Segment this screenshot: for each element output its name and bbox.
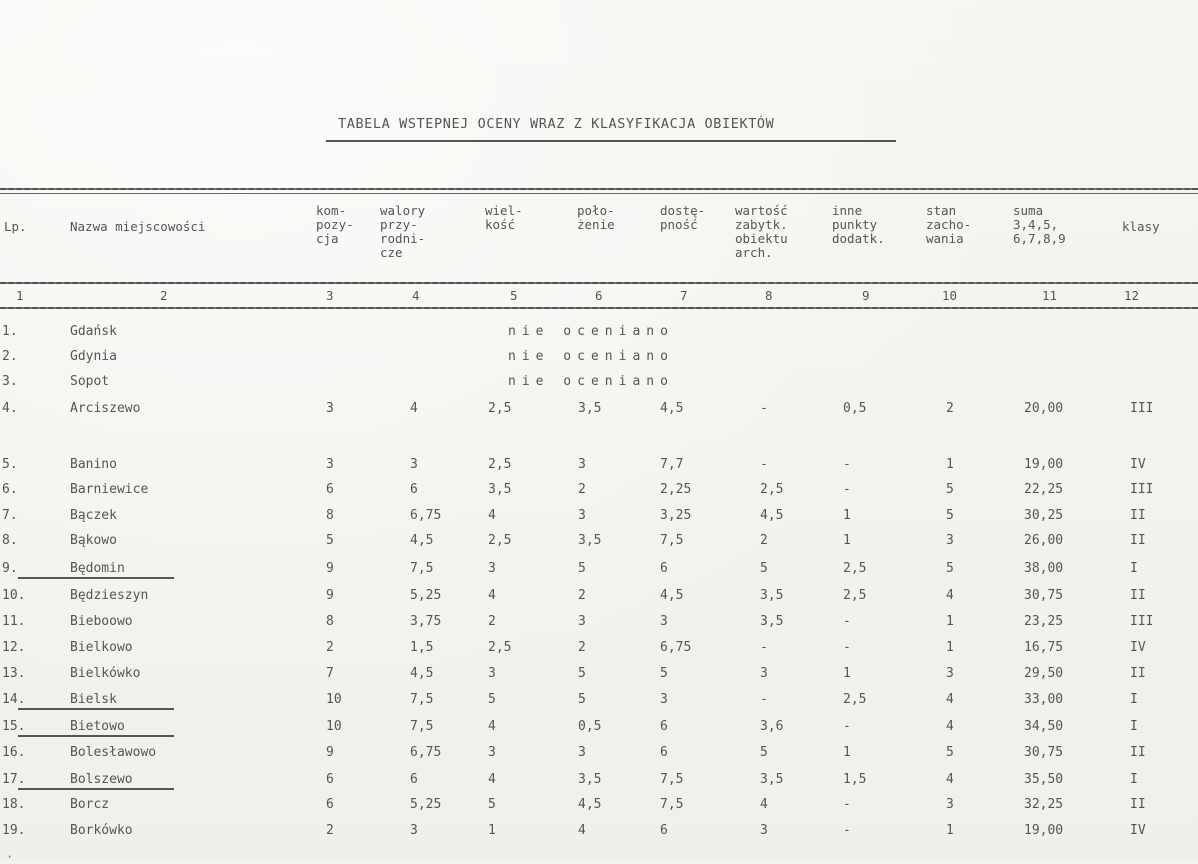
cell-c8: -	[760, 692, 768, 707]
cell-c4: 6,75	[410, 745, 442, 760]
cell-c8: 4,5	[760, 508, 784, 523]
cell-c6: 2	[578, 482, 586, 497]
cell-c4: 6,75	[410, 508, 442, 523]
cell-c4: 4,5	[410, 666, 434, 681]
cell-c7: 5	[660, 666, 668, 681]
document-page: TABELA WSTEPNEJ OCENY WRAZ Z KLASYFIKACJA OBIEKTÓW Lp. Nazwa miejscowości kom- pozy- cja walory przy- rodni- cze wiel- kość poło- żenie dostę- pność wartość zabytk. obiektu arch. inne punkty dodatk. stan zacho- wania suma 3,4,5, 6,7,8,9 klasy 1 2 3 4 5 6 7 8 9 10 11 12 1. Gdańsk nie oceniano 2. Gdynia nie oceniano 3. Sopot nie oceniano 4. Arciszewo 3 4 2,5 3,5 4,5 - 0,5 2 20,00 III 5. Banino 3 3 2,5 3 7,7 - - 1 19,00 IV 6. Barniewice 6 6 3,5 2 2,25 2,5 - 5 22,25 III 7. Bączek 8 6,75 4 3 3,25 4,5 1 5 30,25 II 8. Bąkowo 5 4,5 2,5 3,5 7,5 2 1 3 26,00 II 9. Będomin 9 7,5 3 5 6 5 2,5 5 38,00 I 10. Będzieszyn 9 5,25 4 2 4,5 3,5 2,5 4 30,75 II 11. Bieboowo 8 3,75 2 3 3 3,5 - 1 23,25 III 12. Bielkowo 2 1,5 2,5 2 6,75 - - 1 16,75 IV 13. Bielkówko 7 4,5 3 5 5 3 1 3 29,50 II 14. Bielsk 10 7,5 5 5 3 - 2,5 4 33,00 I 15. Bietowo 10 7,5 4 0,5 6 3,6 - 4 34,50 I 16. Bolesławowo 9 6,75 3 3 6 5 1 5 30,75 II 17. Bolszewo 6 6 4 3,5 7,5 3,5 1,5 4 35,50 I 18. Borcz 6 5,25 5 4,5 7,5 4 - 3 32,25 II 19. Borkówko 2 3 1 4 6 3 - 1 19,00 IV ·	[0, 0, 1198, 860]
cell-c11: 35,50	[1024, 772, 1064, 787]
cell-c4: 3	[410, 823, 418, 838]
cell-c6: 3	[578, 508, 586, 523]
row-name: Borcz	[70, 797, 110, 812]
cell-c10: 5	[946, 745, 954, 760]
row-lp: 17.	[2, 772, 26, 787]
cell-c4: 5,25	[410, 588, 442, 603]
cell-c10: 5	[946, 508, 954, 523]
cell-c12: III	[1130, 401, 1154, 416]
cell-c6: 5	[578, 666, 586, 681]
row-name: Bieboowo	[70, 614, 133, 629]
row-lp: 8.	[2, 533, 18, 548]
cell-c7: 2,25	[660, 482, 692, 497]
cell-c3: 6	[326, 772, 334, 787]
cell-c7: 3,25	[660, 508, 692, 523]
cell-c6: 0,5	[578, 719, 602, 734]
cell-c11: 32,25	[1024, 797, 1064, 812]
cell-c4: 3	[410, 457, 418, 472]
cell-c4: 7,5	[410, 692, 434, 707]
cell-c10: 3	[946, 666, 954, 681]
header-kompozycja: kom- pozy- cja	[316, 203, 354, 246]
cell-c3: 3	[326, 457, 334, 472]
row-lp: 6.	[2, 482, 18, 497]
cell-c5: 3	[488, 745, 496, 760]
row-name: Gdańsk	[70, 324, 117, 339]
row-lp: 1.	[2, 324, 18, 339]
cell-c4: 4	[410, 401, 418, 416]
cell-c11: 26,00	[1024, 533, 1064, 548]
cell-c3: 10	[326, 692, 342, 707]
cell-c3: 7	[326, 666, 334, 681]
not-rated-note: nie oceniano	[508, 374, 674, 389]
cell-c10: 4	[946, 719, 954, 734]
cell-c9: -	[843, 457, 851, 472]
cell-c6: 4,5	[578, 797, 602, 812]
cell-c10: 2	[946, 401, 954, 416]
header-walory: walory przy- rodni- cze	[380, 203, 426, 260]
cell-c5: 5	[488, 692, 496, 707]
row-name: Arciszewo	[70, 401, 141, 416]
cell-c12: I	[1130, 772, 1138, 787]
cell-c6: 2	[578, 588, 586, 603]
cell-c10: 4	[946, 692, 954, 707]
cell-c12: II	[1130, 745, 1146, 760]
cell-c10: 4	[946, 588, 954, 603]
row-name: Bączek	[70, 508, 117, 523]
row-lp: 14.	[2, 692, 26, 707]
row-lp: 9.	[2, 561, 18, 576]
cell-c8: 4	[760, 797, 768, 812]
row-lp: 16.	[2, 745, 26, 760]
cell-c9: 2,5	[843, 561, 867, 576]
cell-c11: 29,50	[1024, 666, 1064, 681]
cell-c9: 1	[843, 745, 851, 760]
cell-c7: 3	[660, 692, 668, 707]
cell-c5: 4	[488, 772, 496, 787]
cell-c8: -	[760, 401, 768, 416]
cell-c10: 3	[946, 533, 954, 548]
cell-c7: 6	[660, 823, 668, 838]
header-wielkosc: wiel- kość	[485, 203, 523, 232]
cell-c9: 1	[843, 533, 851, 548]
row-lp: 18.	[2, 797, 26, 812]
cell-c7: 7,5	[660, 533, 684, 548]
column-number: 3	[326, 288, 334, 303]
row-name: Sopot	[70, 374, 110, 389]
cell-c5: 4	[488, 588, 496, 603]
cell-c5: 3,5	[488, 482, 512, 497]
cell-c3: 6	[326, 797, 334, 812]
cell-c8: 3	[760, 666, 768, 681]
row-name: Bolesławowo	[70, 745, 157, 760]
cell-c8: 3	[760, 823, 768, 838]
table-top-rule-inner	[0, 193, 1198, 194]
cell-c8: 3,6	[760, 719, 784, 734]
cell-c4: 6	[410, 772, 418, 787]
cell-c9: -	[843, 614, 851, 629]
cell-c8: 3,5	[760, 588, 784, 603]
row-lp: 3.	[2, 374, 18, 389]
cell-c4: 4,5	[410, 533, 434, 548]
row-underline	[18, 735, 174, 737]
row-name: Bielsk	[70, 692, 117, 707]
cell-c11: 19,00	[1024, 823, 1064, 838]
header-lp: Lp.	[4, 219, 27, 234]
column-number: 9	[862, 288, 870, 303]
cell-c3: 3	[326, 401, 334, 416]
row-lp: 19.	[2, 823, 26, 838]
cell-c10: 3	[946, 797, 954, 812]
cell-c12: IV	[1130, 823, 1146, 838]
cell-c5: 2,5	[488, 533, 512, 548]
cell-c3: 5	[326, 533, 334, 548]
header-dostepnosc: dostę- pność	[660, 203, 706, 232]
header-suma: suma 3,4,5, 6,7,8,9	[1013, 203, 1066, 246]
header-bottom-rule	[0, 282, 1198, 284]
cell-c7: 6,75	[660, 640, 692, 655]
cell-c9: -	[843, 823, 851, 838]
cell-c9: -	[843, 797, 851, 812]
row-lp: 10.	[2, 588, 26, 603]
cell-c4: 5,25	[410, 797, 442, 812]
cell-c5: 1	[488, 823, 496, 838]
header-wartosc: wartość zabytk. obiektu arch.	[735, 203, 788, 260]
row-lp: 5.	[2, 457, 18, 472]
cell-c9: -	[843, 719, 851, 734]
cell-c8: 3,5	[760, 614, 784, 629]
cell-c8: 2	[760, 533, 768, 548]
column-number: 10	[942, 288, 958, 303]
cell-c11: 22,25	[1024, 482, 1064, 497]
row-name: Borkówko	[70, 823, 133, 838]
cell-c7: 6	[660, 745, 668, 760]
cell-c6: 3,5	[578, 533, 602, 548]
cell-c12: IV	[1130, 457, 1146, 472]
cell-c3: 8	[326, 508, 334, 523]
row-lp: 2.	[2, 349, 18, 364]
header-polozenie: poło- żenie	[577, 203, 615, 232]
cell-c3: 8	[326, 614, 334, 629]
column-number: 8	[765, 288, 773, 303]
cell-c8: -	[760, 457, 768, 472]
cell-c5: 3	[488, 666, 496, 681]
cell-c6: 3,5	[578, 401, 602, 416]
cell-c12: I	[1130, 719, 1138, 734]
cell-c4: 7,5	[410, 561, 434, 576]
cell-c6: 4	[578, 823, 586, 838]
header-inne: inne punkty dodatk.	[832, 203, 885, 246]
title-underline	[326, 140, 896, 142]
row-name: Banino	[70, 457, 117, 472]
not-rated-note: nie oceniano	[508, 349, 674, 364]
cell-c5: 2,5	[488, 457, 512, 472]
cell-c8: 2,5	[760, 482, 784, 497]
cell-c7: 4,5	[660, 588, 684, 603]
column-number: 5	[510, 288, 518, 303]
cell-c11: 23,25	[1024, 614, 1064, 629]
row-lp: 4.	[2, 401, 18, 416]
row-underline	[18, 577, 174, 579]
row-name: Bąkowo	[70, 533, 117, 548]
cell-c6: 5	[578, 692, 586, 707]
table-top-rule	[0, 188, 1198, 190]
cell-c12: I	[1130, 561, 1138, 576]
cell-c11: 33,00	[1024, 692, 1064, 707]
cell-c7: 6	[660, 561, 668, 576]
cell-c5: 2,5	[488, 640, 512, 655]
cell-c11: 30,75	[1024, 745, 1064, 760]
cell-c9: 1	[843, 508, 851, 523]
cell-c8: 3,5	[760, 772, 784, 787]
cell-c8: 5	[760, 745, 768, 760]
cell-c7: 4,5	[660, 401, 684, 416]
cell-c9: 0,5	[843, 401, 867, 416]
column-number: 4	[412, 288, 420, 303]
row-name: Barniewice	[70, 482, 149, 497]
cell-c9: 2,5	[843, 692, 867, 707]
cell-c12: III	[1130, 482, 1154, 497]
row-name: Bielkowo	[70, 640, 133, 655]
cell-c4: 7,5	[410, 719, 434, 734]
cell-c10: 5	[946, 561, 954, 576]
cell-c3: 9	[326, 561, 334, 576]
header-stan: stan zacho- wania	[926, 203, 972, 246]
cell-c11: 30,75	[1024, 588, 1064, 603]
cell-c6: 3,5	[578, 772, 602, 787]
column-number-rule	[0, 307, 1198, 309]
cell-c10: 1	[946, 614, 954, 629]
row-underline	[18, 788, 174, 790]
cell-c6: 3	[578, 457, 586, 472]
cell-c5: 3	[488, 561, 496, 576]
row-name: Bolszewo	[70, 772, 133, 787]
cell-c9: 1,5	[843, 772, 867, 787]
row-name: Bietowo	[70, 719, 125, 734]
cell-c7: 7,7	[660, 457, 684, 472]
column-number: 12	[1124, 288, 1140, 303]
cell-c10: 1	[946, 640, 954, 655]
cell-c6: 3	[578, 745, 586, 760]
cell-c5: 4	[488, 719, 496, 734]
cell-c3: 9	[326, 745, 334, 760]
cell-c8: 5	[760, 561, 768, 576]
cell-c6: 3	[578, 614, 586, 629]
cell-c6: 5	[578, 561, 586, 576]
row-lp: 15.	[2, 719, 26, 734]
cell-c12: II	[1130, 666, 1146, 681]
cell-c5: 2	[488, 614, 496, 629]
row-name: Będomin	[70, 561, 125, 576]
not-rated-note: nie oceniano	[508, 324, 674, 339]
cell-c11: 20,00	[1024, 401, 1064, 416]
cell-c7: 7,5	[660, 797, 684, 812]
cell-c9: 1	[843, 666, 851, 681]
cell-c4: 3,75	[410, 614, 442, 629]
column-number: 6	[595, 288, 603, 303]
cell-c5: 2,5	[488, 401, 512, 416]
row-lp: 11.	[2, 614, 26, 629]
column-number: 7	[680, 288, 688, 303]
cell-c5: 5	[488, 797, 496, 812]
row-lp: 7.	[2, 508, 18, 523]
cell-c7: 6	[660, 719, 668, 734]
cell-c7: 3	[660, 614, 668, 629]
document-title: TABELA WSTEPNEJ OCENY WRAZ Z KLASYFIKACJA OBIEKTÓW	[338, 116, 775, 132]
cell-c9: -	[843, 482, 851, 497]
cell-c3: 6	[326, 482, 334, 497]
column-number: 11	[1042, 288, 1058, 303]
row-name: Bielkówko	[70, 666, 141, 681]
row-lp: 12.	[2, 640, 26, 655]
cell-c12: IV	[1130, 640, 1146, 655]
cell-c3: 9	[326, 588, 334, 603]
cell-c11: 34,50	[1024, 719, 1064, 734]
cell-c4: 6	[410, 482, 418, 497]
row-name: Gdynia	[70, 349, 117, 364]
cell-c3: 10	[326, 719, 342, 734]
cell-c10: 4	[946, 772, 954, 787]
cell-c12: II	[1130, 588, 1146, 603]
cell-c12: III	[1130, 614, 1154, 629]
cell-c6: 2	[578, 640, 586, 655]
column-number: 2	[160, 288, 168, 303]
cell-c11: 19,00	[1024, 457, 1064, 472]
cell-c7: 7,5	[660, 772, 684, 787]
cell-c3: 2	[326, 640, 334, 655]
cell-c4: 1,5	[410, 640, 434, 655]
cell-c9: 2,5	[843, 588, 867, 603]
row-lp: 13.	[2, 666, 26, 681]
cell-c5: 4	[488, 508, 496, 523]
cell-c11: 38,00	[1024, 561, 1064, 576]
cell-c9: -	[843, 640, 851, 655]
column-number: 1	[16, 288, 24, 303]
header-klasy: klasy	[1122, 219, 1160, 234]
row-name: Będzieszyn	[70, 588, 149, 603]
cell-c12: II	[1130, 508, 1146, 523]
header-nazwa: Nazwa miejscowości	[70, 219, 206, 234]
cell-c11: 30,25	[1024, 508, 1064, 523]
cell-c11: 16,75	[1024, 640, 1064, 655]
cell-c3: 2	[326, 823, 334, 838]
row-underline	[18, 708, 174, 710]
cell-c12: II	[1130, 797, 1146, 812]
cell-c12: II	[1130, 533, 1146, 548]
cell-c10: 1	[946, 457, 954, 472]
cell-c12: I	[1130, 692, 1138, 707]
cell-c10: 1	[946, 823, 954, 838]
cell-c8: -	[760, 640, 768, 655]
cell-c10: 5	[946, 482, 954, 497]
